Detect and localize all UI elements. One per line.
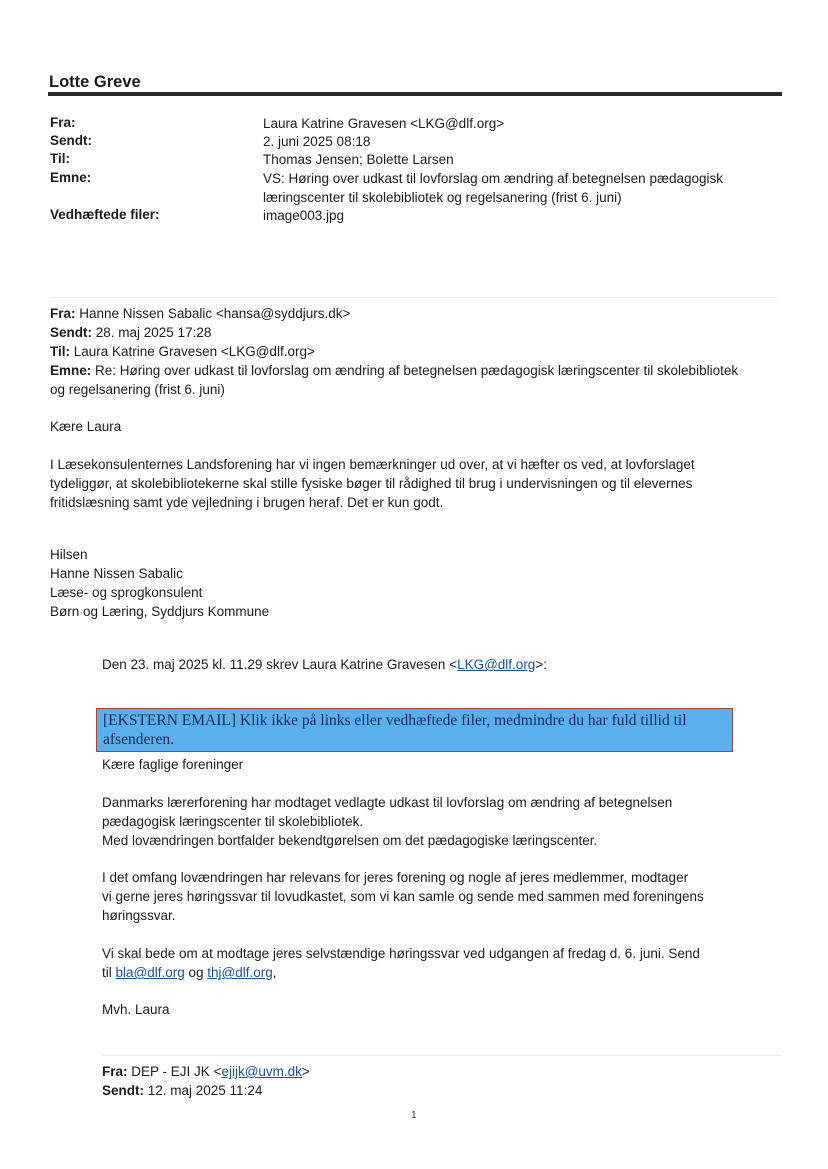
reply-subject-line1: Re: Høring over udkast til lovforslag om ændring af betegnelsen pædagogisk læringscenter til skolebibliotek xyxy=(91,363,739,378)
reply-body-line3: fritidslæsning samt yde vejledning i brugen heraf. Det er kun godt. xyxy=(50,495,444,510)
forward-from-label: Fra: xyxy=(102,1064,128,1079)
header-attachments-value[interactable]: image003.jpg xyxy=(263,208,345,223)
header-rule xyxy=(48,92,782,96)
signature-line3: Læse- og sprogkonsulent xyxy=(50,585,203,600)
reply-subject xyxy=(50,361,790,380)
quote-p2-line3: høringssvar. xyxy=(102,908,176,923)
signature-line2: Hanne Nissen Sabalic xyxy=(50,566,183,581)
reply-greeting: Kære Laura xyxy=(50,419,122,434)
forward-sent-value: 12. maj 2025 11:24 xyxy=(144,1083,263,1098)
quote-p3-suffix: , xyxy=(272,965,277,980)
header-to-value: Thomas Jensen; Bolette Larsen xyxy=(263,152,454,167)
header-sent-label: Sendt: xyxy=(50,133,92,148)
signature-line1: Hilsen xyxy=(50,547,88,562)
header-to-label: Til: xyxy=(50,151,70,166)
signature-line4: Børn og Læring, Syddjurs Kommune xyxy=(50,604,270,619)
reply-subject-label: Emne: xyxy=(50,363,92,378)
quote-intro-email-link[interactable]: LKG@dlf.org xyxy=(457,657,536,672)
external-email-banner xyxy=(96,708,733,752)
forward-from-suffix: > xyxy=(301,1064,310,1079)
reply-from-value: Hanne Nissen Sabalic <hansa@syddjurs.dk> xyxy=(75,306,351,321)
forward-from-prefix: DEP - EJI JK < xyxy=(127,1064,222,1079)
quote-p1-line1: Danmarks lærerforening har modtaget vedlagte udkast til lovforslag om ændring af betegnelsen xyxy=(102,795,673,810)
quote-p1-line3: Med lovændringen bortfalder bekendtgørelsen om det pædagogiske læringscenter. xyxy=(102,833,598,848)
header-sent-value: 2. juni 2025 08:18 xyxy=(263,134,371,149)
quote-signoff: Mvh. Laura xyxy=(102,1002,170,1017)
reply-divider xyxy=(50,297,780,298)
reply-body-line2: tydeliggør, at skolebibliotekerne skal stille fysiske bøger til rådighed til brug i undervisningen og til elevernes xyxy=(50,476,693,491)
reply-sent xyxy=(50,323,211,342)
quote-p3-mid: og xyxy=(184,965,208,980)
quote-p3-line1: Vi skal bede om at modtage jeres selvstændige høringssvar ved udgangen af fredag d. 6. juni. Send xyxy=(102,946,700,961)
bla-email-link[interactable]: bla@dlf.org xyxy=(115,965,185,980)
reply-sent-value: 28. maj 2025 17:28 xyxy=(92,325,212,340)
thj-email-link[interactable]: thj@dlf.org xyxy=(207,965,273,980)
owner-name: Lotte Greve xyxy=(49,73,141,91)
reply-to xyxy=(50,342,315,361)
forward-sent-label: Sendt: xyxy=(102,1083,144,1098)
header-subject-label: Emne: xyxy=(50,170,92,185)
quote-p1-line2: pædagogisk læringscenter til skolebibliotek. xyxy=(102,814,364,829)
quote-intro-prefix: Den 23. maj 2025 kl. 11.29 skrev Laura Katrine Gravesen < xyxy=(102,657,458,672)
external-email-banner-text: [EKSTERN EMAIL] Klik ikke på links eller vedhæftede filer, medmindre du har fuld tillid til afsenderen. xyxy=(103,712,687,748)
forward-sent xyxy=(102,1081,262,1100)
quote-p2-line2: vi gerne jeres høringssvar til lovudkastet, som vi kan samle og sende med sammen med foreningens xyxy=(102,889,704,904)
quote-p3-prefix: til xyxy=(102,965,116,980)
quote-greeting: Kære faglige foreninger xyxy=(102,757,244,772)
reply-body-line1: I Læsekonsulenternes Landsforening har vi ingen bemærkninger ud over, at vi hæfter os ved, at lovforslaget xyxy=(50,457,695,472)
reply-to-label: Til: xyxy=(50,344,70,359)
quote-intro xyxy=(102,655,547,674)
forward-from-email-link[interactable]: ejijk@uvm.dk xyxy=(221,1064,302,1079)
header-from-label: Fra: xyxy=(50,115,76,130)
quote-p3-line2 xyxy=(102,963,277,982)
quote-p2-line1: I det omfang lovændringen har relevans for jeres forening og nogle af jeres medlemmer, modtager xyxy=(102,870,689,885)
forward-divider xyxy=(102,1055,782,1056)
quote-intro-suffix: >: xyxy=(535,657,547,672)
forward-from xyxy=(102,1062,310,1081)
page-number: 1 xyxy=(411,1110,417,1121)
reply-from xyxy=(50,304,350,323)
reply-sent-label: Sendt: xyxy=(50,325,92,340)
reply-from-label: Fra: xyxy=(50,306,76,321)
header-from-value: Laura Katrine Gravesen <LKG@dlf.org> xyxy=(263,116,505,131)
header-subject-line2: læringscenter til skolebibliotek og regelsanering (frist 6. juni) xyxy=(263,190,622,205)
header-attachments-label: Vedhæftede filer: xyxy=(50,207,160,222)
reply-subject-line2: og regelsanering (frist 6. juni) xyxy=(50,382,225,397)
reply-to-value: Laura Katrine Gravesen <LKG@dlf.org> xyxy=(70,344,315,359)
header-subject-line1: VS: Høring over udkast til lovforslag om ændring af betegnelsen pædagogisk xyxy=(263,171,723,186)
